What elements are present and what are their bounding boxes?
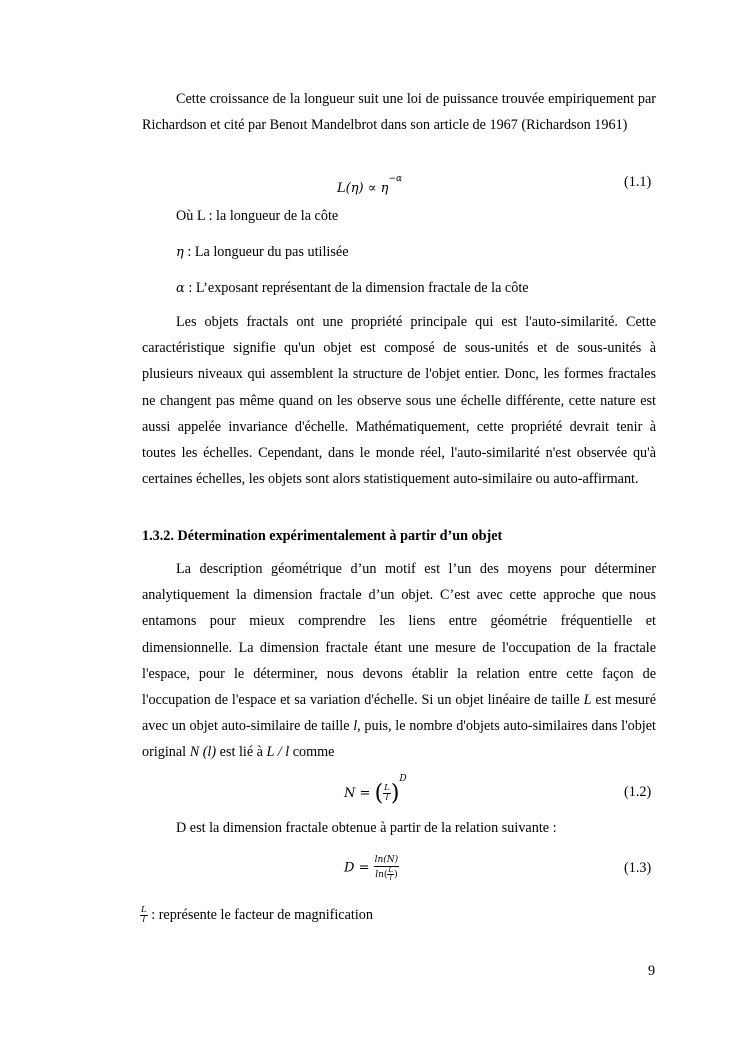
paragraph-geometric-description — [142, 556, 656, 766]
eta-symbol: η — [176, 245, 184, 260]
eq1-lhs: L(η) — [337, 181, 364, 196]
eq1-exponent: −α — [388, 174, 403, 184]
equation-1-2 — [344, 774, 407, 806]
var-L: L — [583, 692, 592, 709]
equation-number-1-3: (1.3) — [624, 860, 652, 876]
eq2-frac-num: L — [384, 783, 390, 793]
eq3-den-den: l — [389, 874, 392, 882]
para3-text-5: comme — [289, 744, 335, 761]
paragraph-auto-similarity: Les objets fractals ont une propriété principale qui est l'auto-similarité. Cette caractéristique signifie qu'un objet est composé de sous-unités et de sous-unités à plusieurs niveaux qui assemblent la structure de l'objet entier. Donc, les formes fractales ne changent pas même quand on les observe sous une échelle différente, cette nature est aussi appelée invariance d'échelle. Mathématiquement, cette propriété devrait tenir à toutes les échelles. Cependant, dans le monde réel, l'auto-similarité n'est observée qu'à certaines échelles, les objets sont alors statistiquement auto-similaire ou auto-affirmant. — [142, 314, 656, 488]
magnification-note — [140, 906, 373, 925]
magnification-fraction — [140, 906, 148, 925]
eq2-fraction — [383, 784, 391, 803]
var-l: l — [353, 718, 358, 735]
definition-eta — [176, 242, 349, 263]
eq2-exponent: D — [399, 774, 407, 784]
equation-1-1 — [337, 174, 402, 196]
page-number: 9 — [648, 963, 656, 979]
alpha-symbol: α — [176, 281, 185, 296]
definition-alpha-text: : L’exposant représentant de la dimension fractale de la côte — [184, 280, 529, 296]
eq2-frac-den: l — [385, 793, 389, 803]
para3-text-1: La description géométrique d’un motif est l’un des moyens pour déterminer analytiquement la dimension fractale d’un objet. C’est avec cette approche que nous entamons pour mieux comprendre les liens entre géométrie fréquentielle et dimensionnelle. La dimension fractale étant une mesure de l'occupation de la fractale l'espace, pour le déterminer, nous devons établir la relation entre cette façon de l'occupation de l'espace et sa variation d'échelle. Si un objet linéaire de taille — [142, 561, 656, 709]
eq2-left-paren: ( — [374, 781, 384, 806]
eq2-lhs: N — [344, 786, 356, 801]
definition-eta-text: : La longueur du pas utilisée — [183, 244, 349, 260]
paragraph-dimension-relation: D est la dimension fractale obtenue à partir de la relation suivante : — [176, 820, 557, 836]
equation-1-3 — [344, 854, 399, 882]
eq2-right-paren: ) — [390, 781, 400, 806]
eq3-denominator: ln( $\frac{L}{l}$ ) — [375, 866, 398, 882]
eq3-lhs: D — [344, 860, 355, 876]
definition-alpha — [176, 278, 529, 299]
magnification-text: : représente le facteur de magnification — [147, 907, 373, 923]
eq3-numerator: ln(N) — [374, 855, 399, 865]
eq1-base: η — [380, 181, 389, 196]
var-L-over-l: L / l — [266, 744, 290, 761]
var-N-of-l: N (l) — [189, 744, 217, 761]
eq3-fraction — [374, 854, 400, 882]
paragraph-richardson: Cette croissance de la longueur suit une loi de puissance trouvée empiriquement par Richardson et cité par Benoıt Mandelbrot dans son article de 1967 (Richardson 1961) — [142, 91, 656, 134]
para3-text-4: est lié à — [216, 744, 267, 761]
equation-number-1-1: (1.1) — [624, 174, 652, 190]
para3-text-2: est mesuré avec un objet auto-similaire de taille — [142, 692, 657, 735]
definition-l: Où L : la longueur de la côte — [176, 208, 339, 224]
eq1-relation: ∝ — [367, 181, 377, 196]
eq3-den-num: L — [388, 866, 394, 874]
section-heading-1-3-2: 1.3.2. Détermination expérimentalement à partir d’un objet — [142, 528, 503, 544]
magnification-den: l — [142, 915, 146, 925]
para3-text-3: , puis, le nombre d'objets auto-similaires dans l'objet original — [142, 718, 656, 761]
magnification-num: L — [141, 905, 147, 915]
equation-number-1-2: (1.2) — [624, 784, 652, 800]
eq3-den-ln: ln — [375, 870, 384, 880]
eq2-equals: = — [359, 786, 371, 801]
eq3-equals: = — [358, 860, 370, 876]
